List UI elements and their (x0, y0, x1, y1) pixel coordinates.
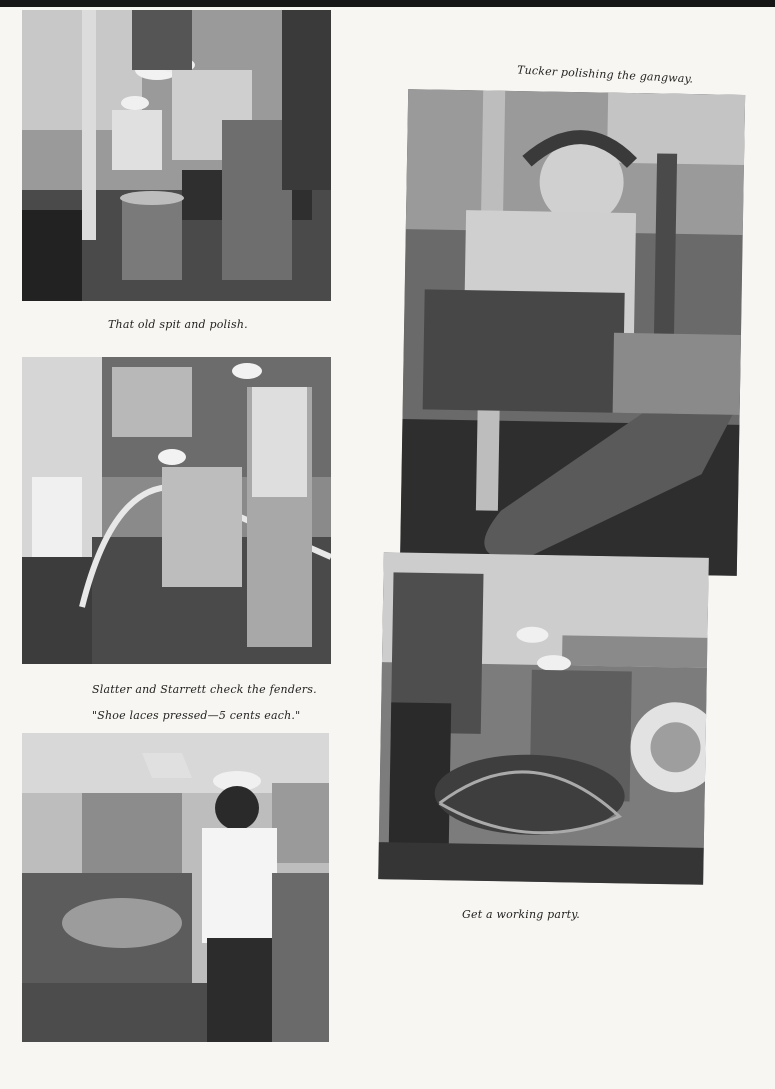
caption-spit-and-polish: That old spit and polish. (108, 318, 248, 331)
caption-working-party: Get a working party. (462, 908, 580, 921)
caption-shoe-laces: "Shoe laces pressed—5 cents each." (92, 709, 301, 722)
caption-fenders: Slatter and Starrett check the fenders. (92, 683, 317, 696)
photo-shoe-laces-press (22, 733, 329, 1042)
photo-fenders (22, 357, 331, 664)
photo-spit-and-polish (22, 10, 331, 301)
caption-gangway: Tucker polishing the gangway. (516, 63, 694, 86)
photo-gangway (400, 89, 745, 576)
page-top-border (0, 0, 775, 7)
photo-working-party (378, 552, 709, 885)
